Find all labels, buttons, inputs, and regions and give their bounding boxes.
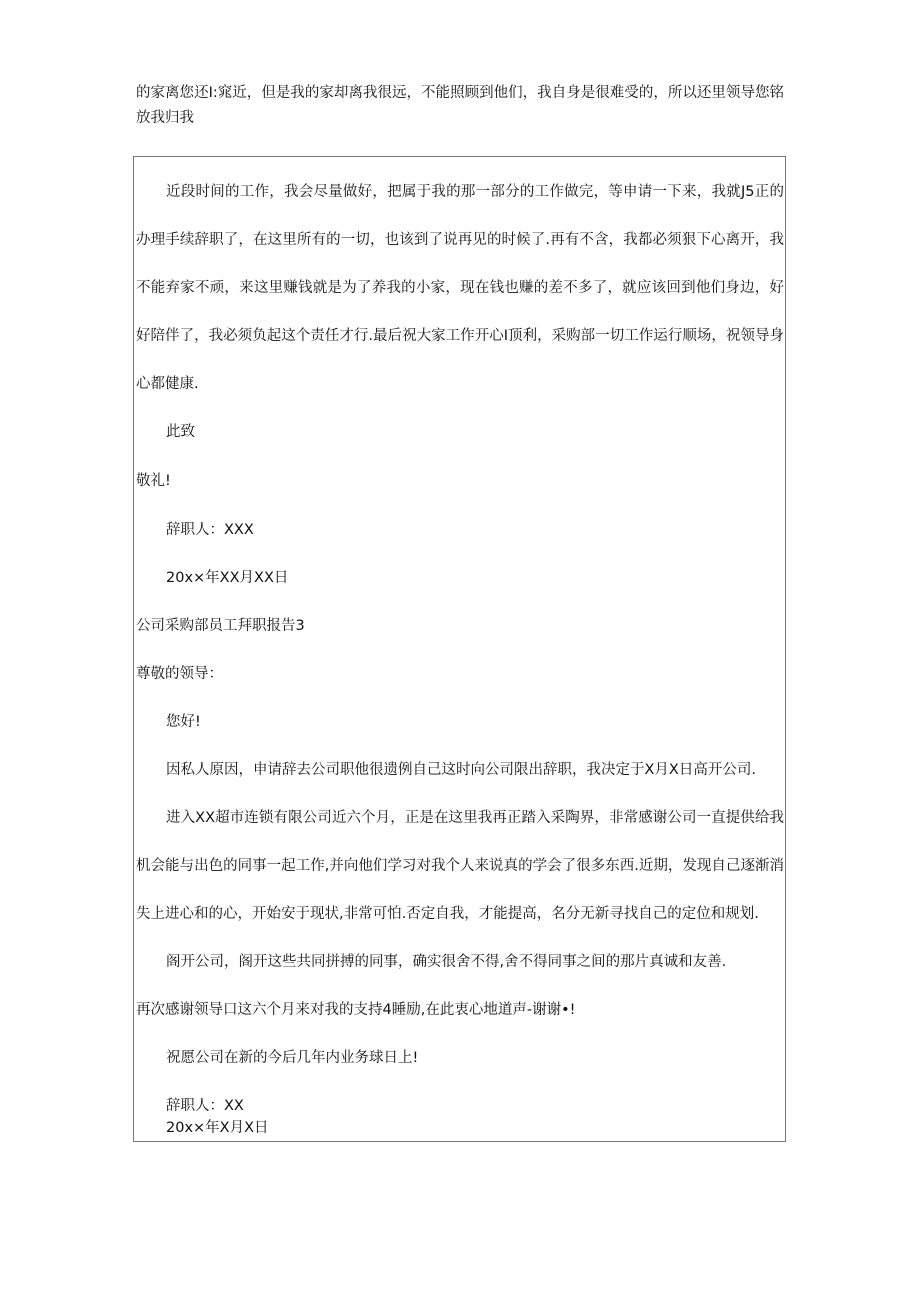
salutation-closing: 敬礼! xyxy=(136,473,171,489)
signature: 辞职人：XX xyxy=(166,1098,244,1114)
text-line: 机会能与出色的同事一起工作,并向他们学习对我个人来说真的学会了很多东西.近期，发现自己逐渐消 xyxy=(136,858,784,874)
text-line: 的家离您还I:窕近，但是我的家却离我很远，不能照顾到他们，我自身是很难受的，所以还里领导您铭 xyxy=(136,85,784,101)
text-line: 不能弃家不顽，来这里赚钱就是为了养我的小家，现在钱也赚的差不多了，就应该回到他们身边，好 xyxy=(136,280,784,296)
closing-phrase: 此致 xyxy=(166,424,195,440)
text-line: 因私人原因，申请辞去公司职他很遗例自己这时向公司限出辞职，我决定于X月X日高开公司. xyxy=(166,762,756,778)
text-line: 祝愿公司在新的今后几年内业务球日上! xyxy=(166,1050,419,1066)
greeting: 尊敬的领导： xyxy=(136,666,223,682)
letter-border xyxy=(133,156,786,1142)
greeting-hello: 您好! xyxy=(166,714,201,730)
text-line: 阁开公司，阁开这些共同拼搏的同事，确实很舍不得,舍不得同事之间的那片真诚和友善. xyxy=(166,954,727,970)
date: 20x×年XX月XX日 xyxy=(166,570,289,586)
text-line: 心都健康. xyxy=(136,376,199,392)
section-title: 公司采购部员工拜职报告3 xyxy=(136,618,305,634)
text-line: 近段时间的工作，我会尽量做好，把属于我的那一部分的工作做完，等申请一下来，我就J5正的 xyxy=(166,184,784,200)
text-line: 办理手续辞职了，在这里所有的一切，也该到了说再见的时候了.再有不含，我都必须狠下心离开，我 xyxy=(136,232,784,248)
signature: 辞职人：XXX xyxy=(166,522,254,538)
text-line: 好陪伴了，我必须负起这个责任才行.最后祝大家工作开心I顶利，采购部一切工作运行顺场，祝领导身 xyxy=(136,328,784,344)
text-line: 放我归我 xyxy=(136,110,194,126)
text-line: 进入XX超市连锁有限公司近六个月，正是在这里我再正踏入采陶界，非常感谢公司一直提供给我 xyxy=(166,810,784,826)
text-line: 再次感谢领导口这六个月来对我的支持4睡励,在此衷心地道声-谢谢•! xyxy=(136,1002,576,1018)
text-line: 失上进心和的心，开始安于现状,非常可怕.否定自我，才能提高，名分无新寻找自己的定位和规划. xyxy=(136,906,759,922)
date: 20x×年X月X日 xyxy=(166,1120,269,1136)
